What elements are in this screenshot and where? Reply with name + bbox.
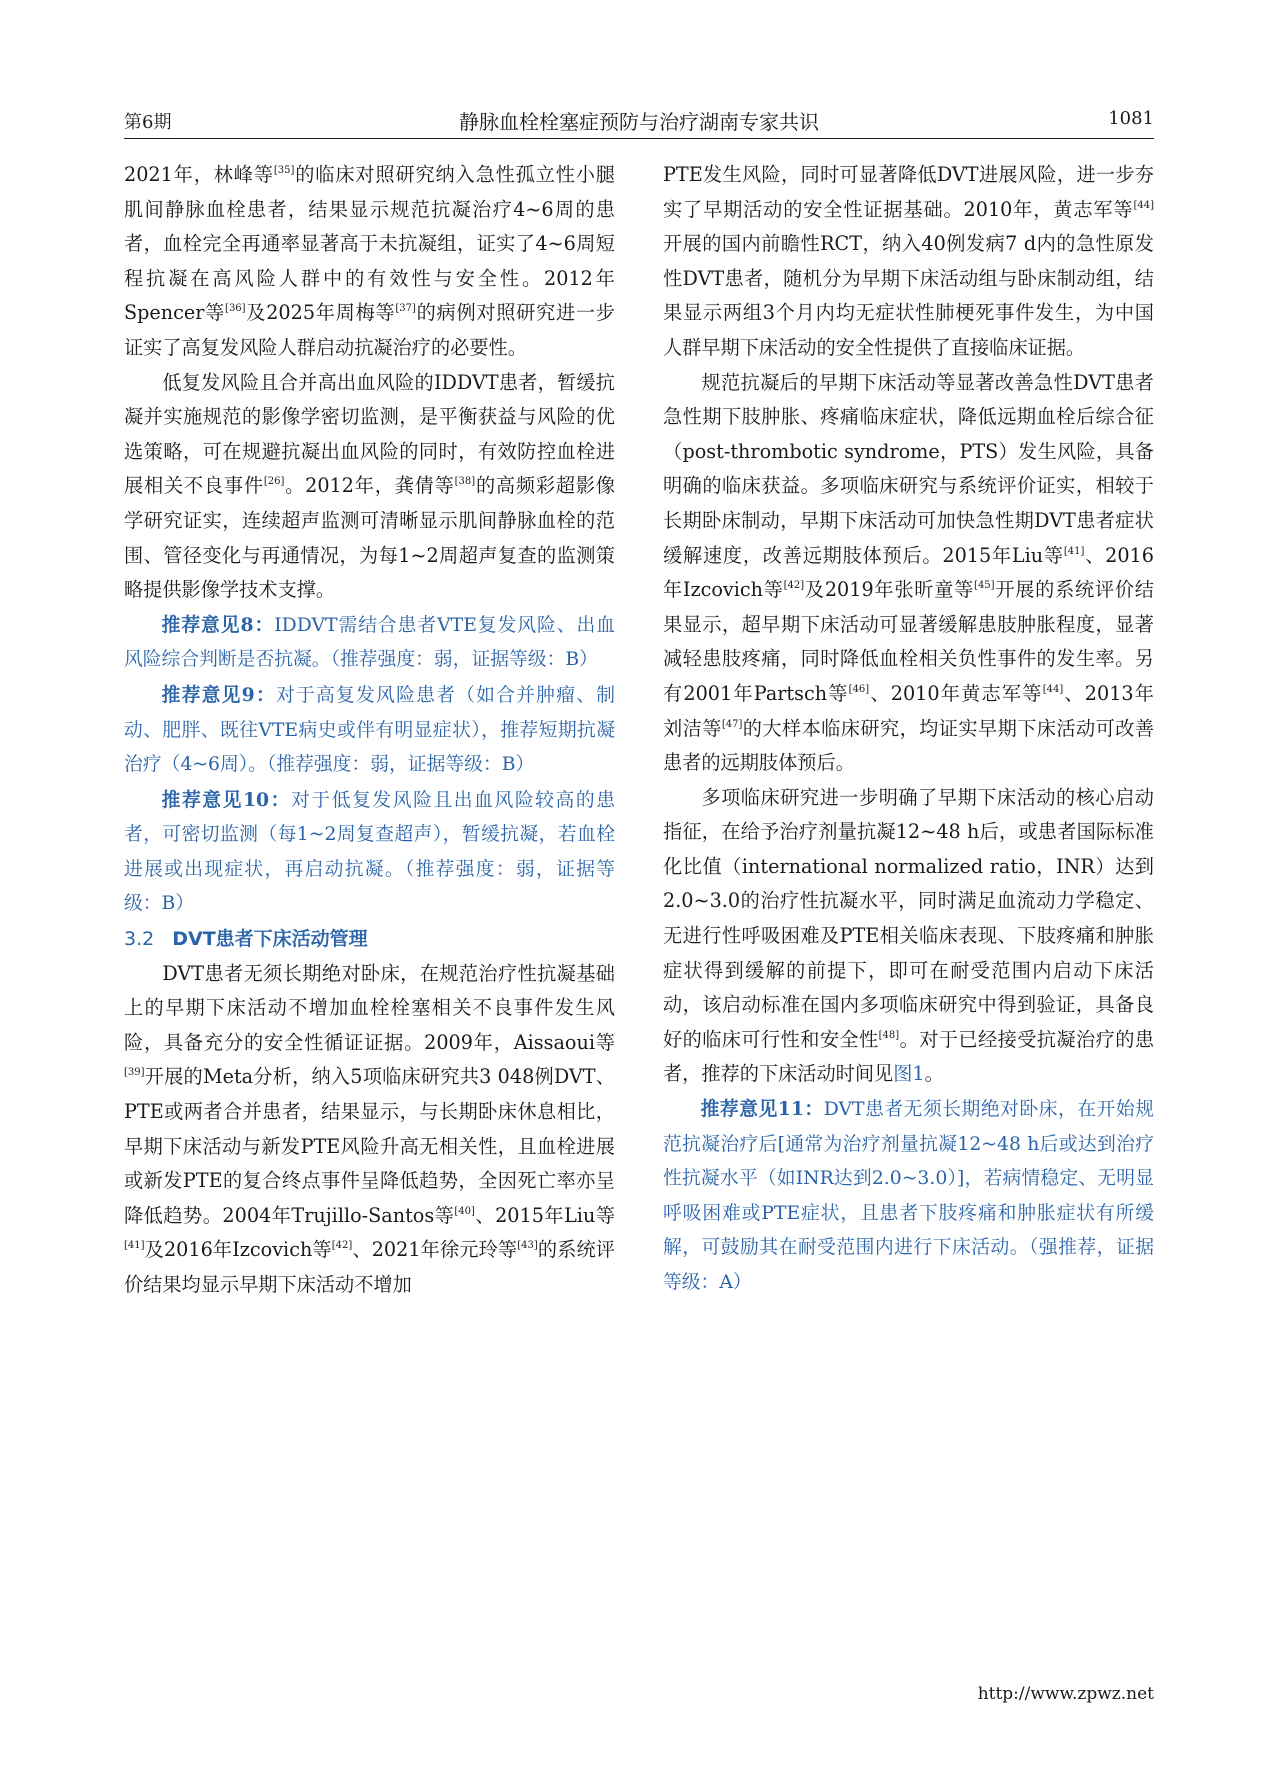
citation-ref[interactable]: [44] <box>1133 199 1154 211</box>
header-rule <box>124 138 1154 139</box>
figure-link[interactable]: 图1 <box>893 1062 925 1086</box>
recommendation-label: 推荐意见11： <box>700 1098 824 1121</box>
recommendation-11: 推荐意见11：DVT患者无须长期绝对卧床，在开始规范抗凝治疗后[通常为治疗剂量抗凝12~48 h后或达到治疗性抗凝水平（如INR达到2.0~3.0）]，若病情稳定、无明显呼吸困难或PTE症状，且患者下肢疼痛和肿胀症状有所缓解，可鼓励其在耐受范围内进行下床活动。（强推荐，证据等级：A） <box>663 1098 1154 1293</box>
left-column <box>124 158 615 1303</box>
section-number: 3.2 <box>124 928 155 951</box>
recommendation-label: 推荐意见10： <box>161 788 292 811</box>
page-number: 1081 <box>1108 108 1154 129</box>
citation-ref[interactable]: [37] <box>395 303 416 315</box>
citation-ref[interactable]: [35] <box>273 165 295 176</box>
right-column <box>663 158 1154 1301</box>
citation-ref[interactable]: [47] <box>721 718 743 730</box>
citation-ref[interactable]: [36] <box>225 303 246 315</box>
citation-ref[interactable]: [42] <box>331 1240 353 1252</box>
citation-ref[interactable]: [41] <box>1063 545 1085 557</box>
section-title: DVT患者下床活动管理 <box>172 928 368 951</box>
footer-url[interactable]: http://www.zpwz.net <box>977 1684 1154 1704</box>
recommendation-9: 推荐意见9：对于高复发风险患者（如合并肿瘤、制动、肥胖、既往VTE病史或伴有明显症状），推荐短期抗凝治疗（4~6周）。（推荐强度：弱，证据等级：B） <box>124 683 616 776</box>
paragraph: 规范抗凝后的早期下床活动等显著改善急性DVT患者急性期下肢肿胀、疼痛临床症状，降低远期血栓后综合征（post-thrombotic syndrome，PTS）发生风险，具备明确的临床获益。多项临床研究与系统评价证实，相较于长期卧床制动，早期下床活动可加快急性期DVT患者症状缓解速度，改善远期肢体预后。2015年Liu等[41]、2016年Izcovich等[42]及2019年张昕童等[45]开展的系统评价结果显示，超早期下床活动可显著缓解患肢肿胀程度，显著减轻患肢疼痛，同时降低血栓相关负性事件的发生率。另有2001年Partsch等[46]、2010年黄志军等[44]、2013年刘洁等[47]的大样本临床研究，均证实早期下床活动可改善患者的远期肢体预后。 <box>663 370 1155 775</box>
citation-ref[interactable]: [45] <box>974 580 995 592</box>
citation-ref[interactable]: [42] <box>783 580 805 592</box>
citation-ref[interactable]: [40] <box>454 1205 475 1217</box>
section-heading <box>124 922 615 957</box>
paragraph: 低复发风险且合并高出血风险的IDDVT患者，暂缓抗凝并实施规范的影像学密切监测，是平衡获益与风险的优选策略，可在规避抗凝出血风险的同时，有效防控血栓进展相关不良事件[26]。2012年，龚倩等[38]的高频彩超影像学研究证实，连续超声监测可清晰显示肌间静脉血栓的范围、管径变化与再通情况，为每1~2周超声复查的监测策略提供影像学技术支撑。 <box>124 370 616 602</box>
paragraph: 2021年，林峰等[35]的临床对照研究纳入急性孤立性小腿肌间静脉血栓患者，结果显示规范抗凝治疗4~6周的患者，血栓完全再通率显著高于未抗凝组，证实了4~6周短程抗凝在高风险人群中的有效性与安全性。2012年Spencer等[36]及2025年周梅等[37]的病例对照研究进一步证实了高复发风险人群启动抗凝治疗的必要性。 <box>124 163 615 359</box>
recommendation-label: 推荐意见8： <box>161 613 275 636</box>
recommendation-10: 推荐意见10：对于低复发风险且出血风险较高的患者，可密切监测（每1~2周复查超声），暂缓抗凝，若血栓进展或出现症状，再启动抗凝。（推荐强度：弱，证据等级：B） <box>124 788 616 915</box>
paragraph: DVT患者无须长期绝对卧床，在规范治疗性抗凝基础上的早期下床活动不增加血栓栓塞相关不良事件发生风险，具备充分的安全性循证证据。2009年，Aissaoui等[39]开展的Meta分析，纳入5项临床研究共3 048例DVT、PTE或两者合并患者，结果显示，与长期卧床休息相比，早期下床活动与新发PTE风险升高无相关性，且血栓进展或新发PTE的复合终点事件呈降低趋势，全因死亡率亦呈降低趋势。2004年Trujillo-Santos等[40]、2015年Liu等[41]及2016年Izcovich等[42]、2021年徐元玲等[43]的系统评价结果均显示早期下床活动不增加 <box>124 961 615 1296</box>
recommendation-8: 推荐意见8：IDDVT需结合患者VTE复发风险、出血风险综合判断是否抗凝。（推荐强度：弱，证据等级：B） <box>124 613 615 671</box>
running-header <box>124 104 1154 138</box>
citation-ref[interactable]: [46] <box>848 683 870 695</box>
citation-ref[interactable]: [41] <box>124 1240 145 1252</box>
paragraph: PTE发生风险，同时可显著降低DVT进展风险，进一步夯实了早期活动的安全性证据基础。2010年，黄志军等[44]开展的国内前瞻性RCT，纳入40例发病7 d内的急性原发性DVT患者，随机分为早期下床活动组与卧床制动组，结果显示两组3个月内均无症状性肺梗死事件发生，为中国人群早期下床活动的安全性提供了直接临床证据。 <box>663 163 1154 359</box>
citation-ref[interactable]: [43] <box>517 1240 538 1252</box>
citation-ref[interactable]: [48] <box>878 1029 900 1041</box>
paragraph: 多项临床研究进一步明确了早期下床活动的核心启动指征，在给予治疗剂量抗凝12~48 h后，或患者国际标准化比值（international normalized ratio，INR）达到2.0~3.0的治疗性抗凝水平，同时满足血流动力学稳定、无进行性呼吸困难及PTE相关临床表现、下肢疼痛和肿胀症状得到缓解的前提下，即可在耐受范围内启动下床活动，该启动标准在国内多项临床研究中得到验证，具备良好的临床可行性和安全性[48]。对于已经接受抗凝治疗的患者，推荐的下床活动时间见图1。 <box>663 785 1155 1086</box>
citation-ref[interactable]: [39] <box>124 1067 145 1079</box>
citation-ref[interactable]: [26] <box>263 476 285 488</box>
recommendation-label: 推荐意见9： <box>161 683 276 706</box>
citation-ref[interactable]: [44] <box>1042 683 1064 695</box>
journal-running-title: 静脉血栓栓塞症预防与治疗湖南专家共识 <box>459 110 819 134</box>
citation-ref[interactable]: [38] <box>454 476 476 488</box>
issue-number: 第6期 <box>124 112 172 133</box>
